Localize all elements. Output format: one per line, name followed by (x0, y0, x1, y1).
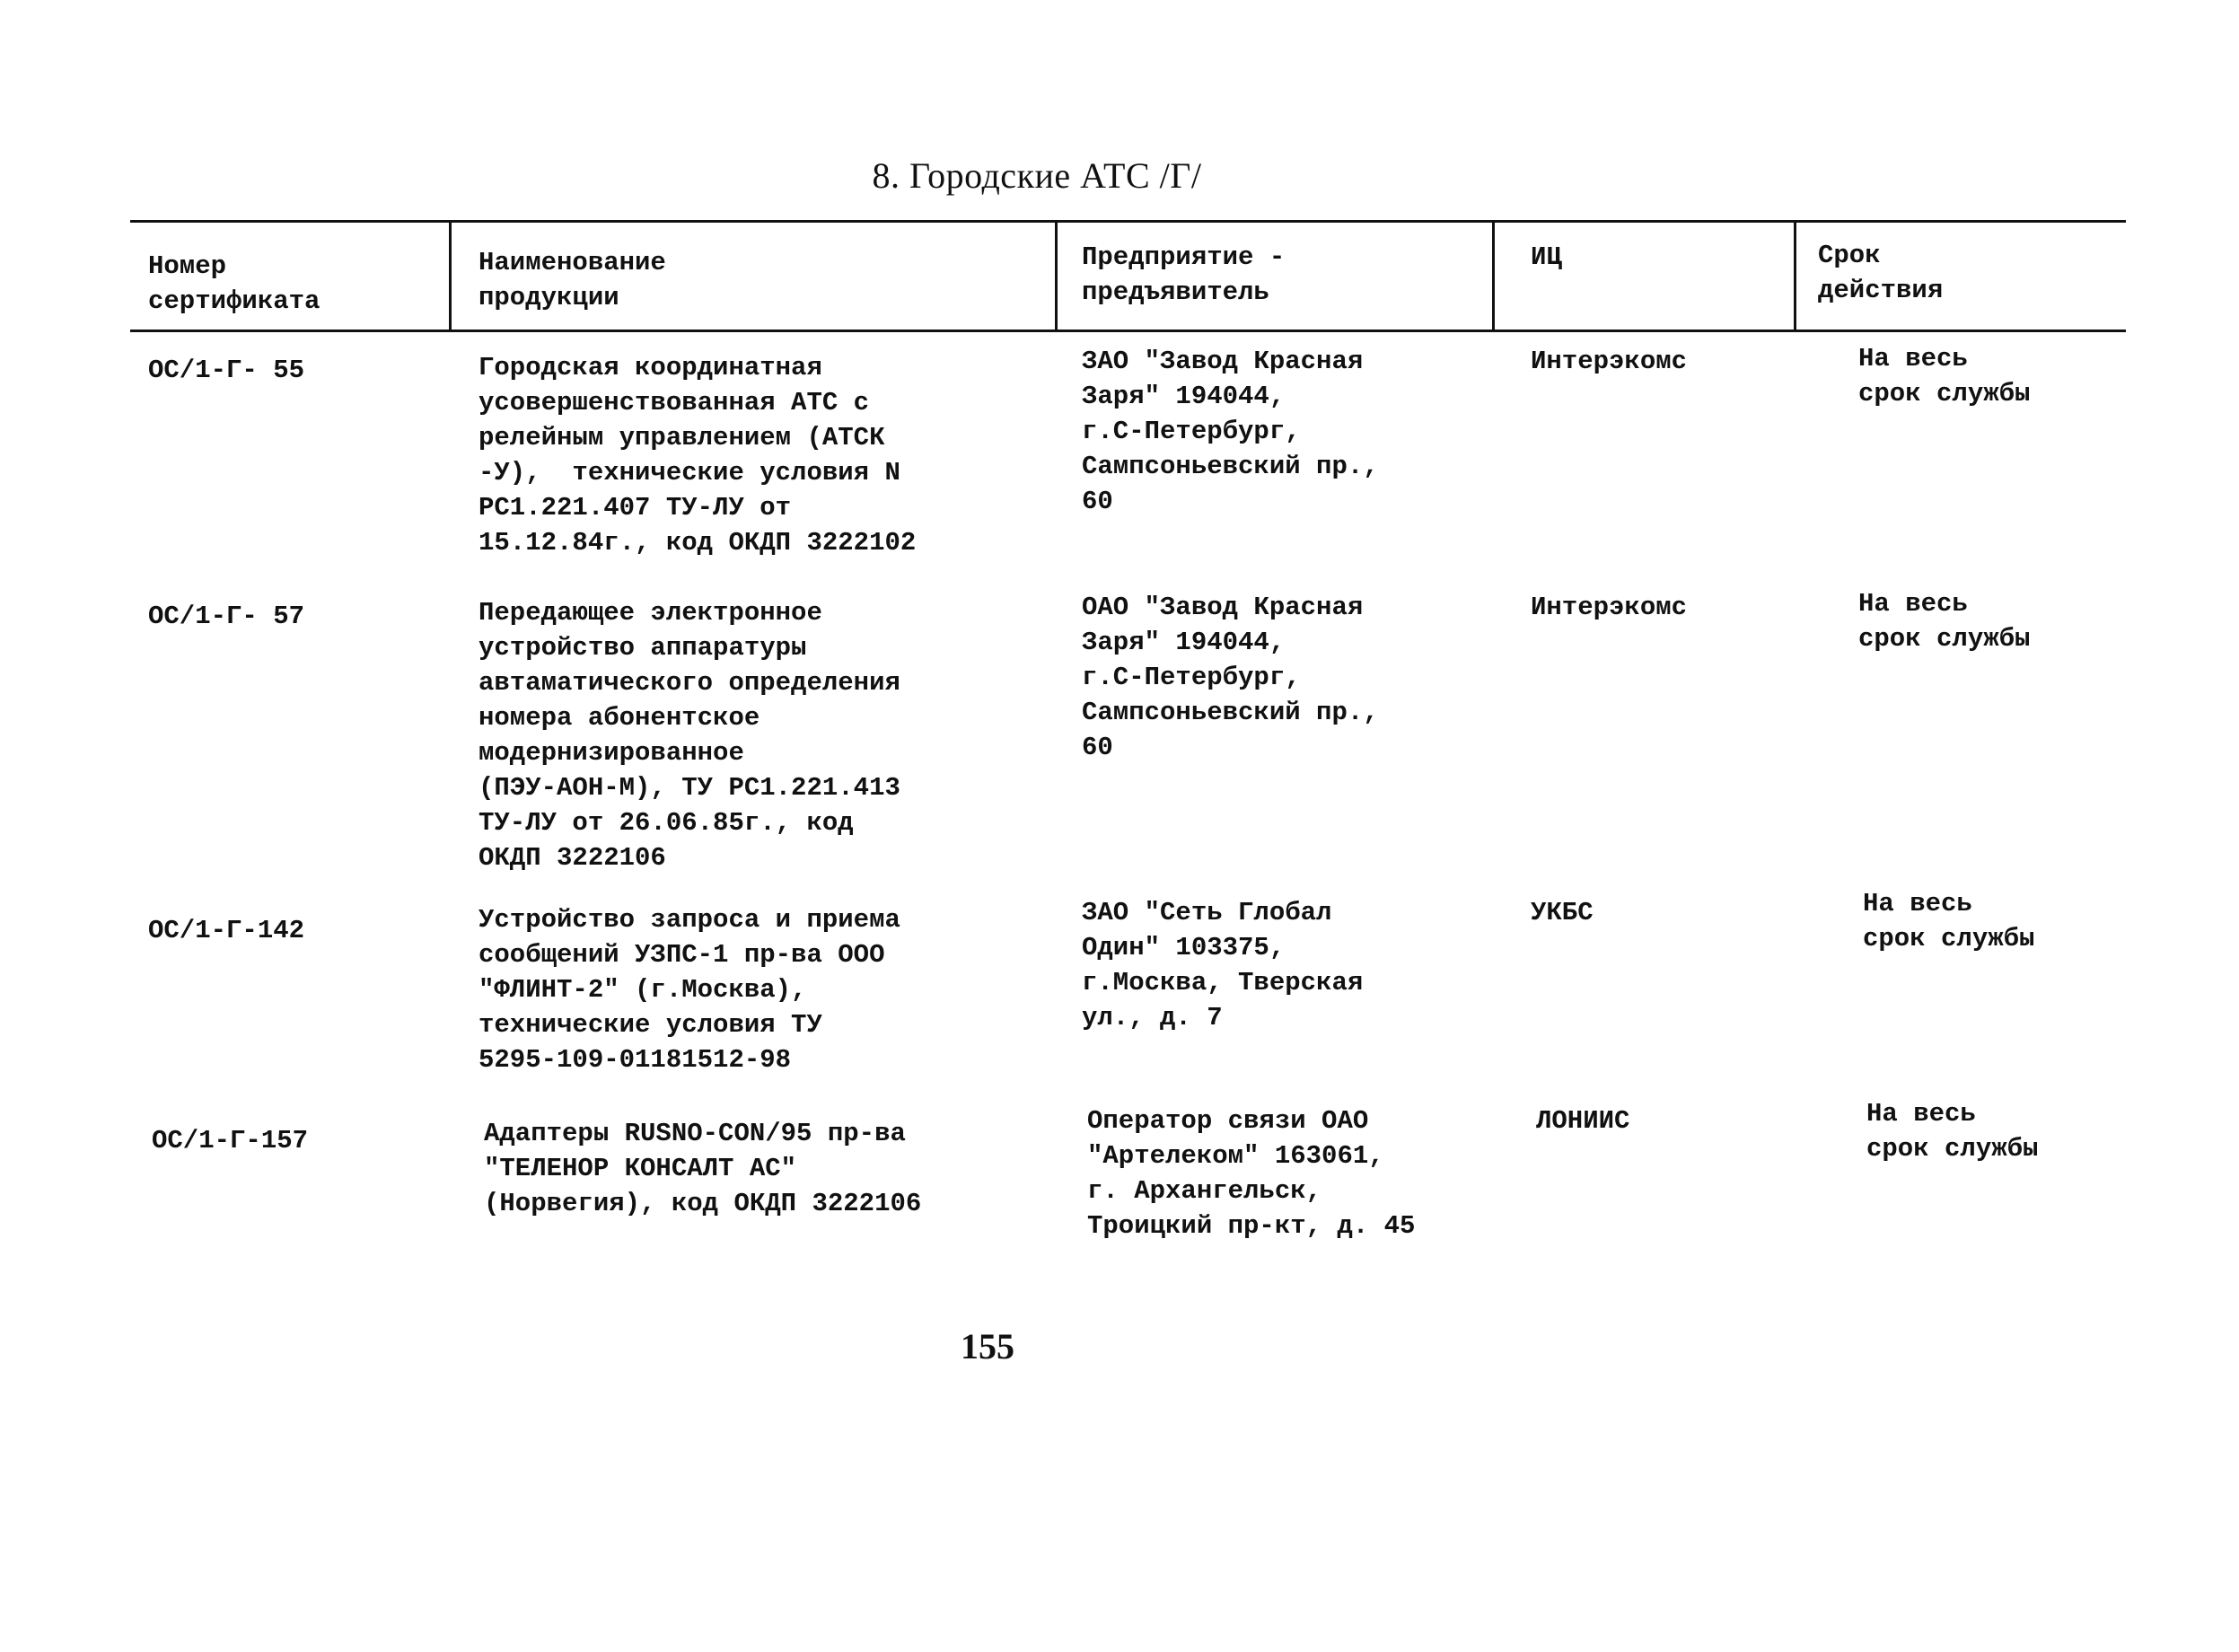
header-company: Предприятие - предъявитель (1082, 242, 1286, 307)
header-product-name: Наименование продукции (479, 248, 666, 312)
row-1-validity-term: На весь срок службы (1858, 344, 2031, 409)
header-cert-number: Номер сертификата (148, 251, 320, 316)
row-4-product: Адаптеры RUSNO-CON/95 пр-ва "ТЕЛЕНОР КОНСАЛТ АС" (Норвегия), код ОКДП 3222106 (484, 1119, 922, 1218)
row-4-validity-term: На весь срок службы (1866, 1099, 2039, 1164)
row-4-company: Оператор связи ОАО "Артелеком" 163061, г. Архангельск, Троицкий пр-кт, д. 45 (1087, 1106, 1416, 1241)
certificates-table (130, 220, 2126, 1270)
row-3-validity-term: На весь срок службы (1863, 889, 2035, 953)
page-number: 155 (961, 1326, 1014, 1366)
row-2-test-center: Интерэкомс (1531, 593, 1688, 622)
table-top-rule (130, 220, 2126, 223)
row-3-cert-number: ОС/1-Г-142 (148, 916, 305, 945)
section-title: 8. Городские АТС /Г/ (872, 155, 1202, 196)
row-2-cert-number: ОС/1-Г- 57 (148, 602, 305, 631)
row-3-test-center: УКБС (1531, 898, 1594, 927)
row-1-product: Городская координатная усовершенствованная АТС с релейным управлением (АТСК -У), технические условия N РС1.221.407 ТУ-ЛУ от 15.12.84г., код ОКДП 3222102 (479, 353, 917, 558)
header-bottom-rule (130, 330, 2126, 332)
row-2-company: ОАО "Завод Красная Заря" 194044, г.С-Петербург, Сампсоньевский пр., 60 (1082, 593, 1379, 762)
row-1-cert-number: ОС/1-Г- 55 (148, 356, 305, 385)
row-2-validity-term: На весь срок службы (1858, 589, 2031, 654)
row-4-cert-number: ОС/1-Г-157 (152, 1126, 309, 1156)
column-divider (449, 220, 452, 330)
column-divider (1055, 220, 1058, 330)
header-test-center: ИЦ (1531, 242, 1562, 272)
column-divider (1794, 220, 1796, 330)
row-2-product: Передающее электронное устройство аппаратуры автаматического определения номера абонентское модернизированное (ПЭУ-АОН-М), ТУ РС1.221.413 ТУ-ЛУ от 26.06.85г., код ОКДП 3222106 (479, 598, 900, 873)
row-4-test-center: ЛОНИИС (1536, 1106, 1630, 1136)
row-3-product: Устройство запроса и приема сообщений УЗПС-1 пр-ва ООО "ФЛИНТ-2" (г.Москва), технические условия ТУ 5295-109-01181512-98 (479, 905, 900, 1075)
row-1-test-center: Интерэкомс (1531, 347, 1688, 376)
column-divider (1492, 220, 1495, 330)
header-validity-term: Срок действия (1818, 241, 1944, 305)
row-3-company: ЗАО "Сеть Глобал Один" 103375, г.Москва, Тверская ул., д. 7 (1082, 898, 1364, 1032)
row-1-company: ЗАО "Завод Красная Заря" 194044, г.С-Петербург, Сампсоньевский пр., 60 (1082, 347, 1379, 516)
